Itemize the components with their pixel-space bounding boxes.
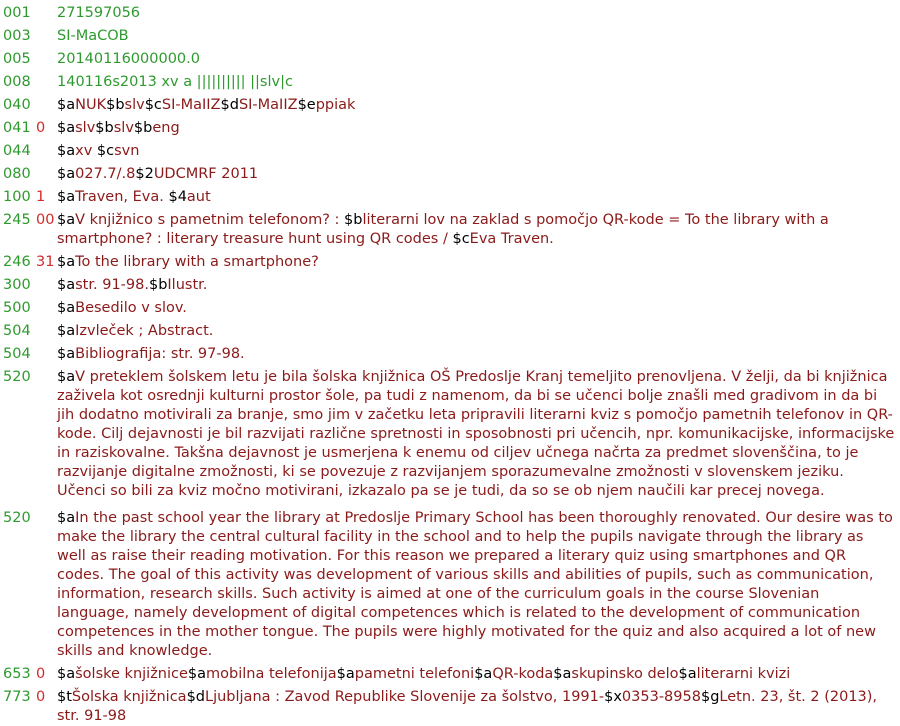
subfield-code: $x xyxy=(604,689,622,705)
subfield-code: $a xyxy=(57,666,76,682)
marc-field-100 xyxy=(0,188,900,207)
subfield-code: $b xyxy=(95,120,114,136)
field-content xyxy=(57,276,895,295)
subfield-value: slv xyxy=(75,120,96,136)
subfield-value: Šolska knjižnica xyxy=(71,689,187,705)
field-content xyxy=(57,688,895,726)
subfield-value: eng xyxy=(152,120,180,136)
marc-field-246 xyxy=(0,253,900,272)
subfield-value: Besedilo v slov. xyxy=(75,300,187,316)
subfield-code: $a xyxy=(57,97,76,113)
subfield-code: $a xyxy=(336,666,355,682)
field-tag: 003 xyxy=(3,28,31,44)
control-value: 20140116000000.0 xyxy=(57,51,200,67)
subfield-code: $a xyxy=(57,143,76,159)
marc-field-008 xyxy=(0,73,900,92)
marc-field-504 xyxy=(0,322,900,341)
subfield-value: UDCMRF 2011 xyxy=(153,166,259,182)
subfield-code: $4 xyxy=(168,189,187,205)
field-content xyxy=(57,73,895,92)
subfield-value: To the library with a smartphone? xyxy=(75,254,319,270)
marc-field-504 xyxy=(0,345,900,364)
subfield-code: $a xyxy=(57,120,76,136)
subfield-value: xv xyxy=(75,143,97,159)
subfield-value: V preteklem šolskem letu je bila šolska knjižnica OŠ Predoslje Kranj temeljito prenovljena. V želji, da bi knjižnica zaživela kot osrednji kulturni prostor šole, pa tudi z namenom, da bi se učenci bolje znašli med gradivom in da bi jih dodatno motivirali za branje, smo jim v začetku leta pripravili literarni kviz s pomočjo pametnih telefonov in QR-kode. Cilj dejavnosti je bil razvijati različne spretnosti in sposobnosti pri učencih, npr. komunikacijske, informacijske in raziskovalne. Takšna dejavnost je usmerjena k enemu od ciljev učnega načrta za predmet slovenščina, to je razvijanje digitalne zmožnosti, ki se povezuje z razvijanjem sporazumevalne zmožnosti v slovenskem jeziku. Učenci so bili za kviz močno motivirani, izkazalo pa se je tudi, da so se ob njem naučili kar precej novega. xyxy=(57,369,895,499)
subfield-code: $a xyxy=(474,666,493,682)
subfield-value: skupinsko delo xyxy=(571,666,679,682)
subfield-value: Traven, Eva. xyxy=(75,189,169,205)
field-tag: 040 xyxy=(3,97,31,113)
subfield-code: $a xyxy=(57,346,76,362)
subfield-value: SI-MaIIZ xyxy=(238,97,298,113)
marc-field-245 xyxy=(0,211,900,249)
field-content xyxy=(57,253,895,272)
subfield-code: $d xyxy=(186,689,205,705)
subfield-value: šolske knjižnice xyxy=(75,666,188,682)
field-content xyxy=(57,50,895,69)
subfield-code: $g xyxy=(700,689,720,705)
subfield-code: $c xyxy=(96,143,115,159)
subfield-value: Izvleček ; Abstract. xyxy=(75,323,214,339)
subfield-value: QR-koda xyxy=(492,666,554,682)
marc-field-773 xyxy=(0,688,900,726)
subfield-value: Ilustr. xyxy=(167,277,208,293)
subfield-code: $c xyxy=(452,231,470,247)
marc-field-520 xyxy=(0,368,900,501)
field-tag: 504 xyxy=(3,346,31,362)
subfield-code: $a xyxy=(678,666,697,682)
field-tag: 041 xyxy=(3,120,31,136)
subfield-code: $t xyxy=(57,689,72,705)
subfield-code: $a xyxy=(187,666,207,682)
field-content xyxy=(57,165,895,184)
field-tag: 300 xyxy=(3,277,31,293)
marc-field-500 xyxy=(0,299,900,318)
marc-field-520 xyxy=(0,509,900,661)
field-tag: 008 xyxy=(3,74,31,90)
field-tag: 044 xyxy=(3,143,31,159)
marc-field-653 xyxy=(0,665,900,684)
subfield-code: $b xyxy=(133,120,153,136)
subfield-value: Bibliografija: str. 97-98. xyxy=(75,346,245,362)
field-content xyxy=(57,142,895,161)
marc-field-003 xyxy=(0,27,900,46)
control-value: 271597056 xyxy=(57,5,141,21)
subfield-code: $a xyxy=(57,212,76,228)
field-content xyxy=(57,27,895,46)
subfield-code: $a xyxy=(57,189,76,205)
field-content xyxy=(57,4,895,23)
field-content xyxy=(57,119,895,138)
subfield-value: ppiak xyxy=(315,97,356,113)
field-indicator: 31 xyxy=(36,254,55,270)
subfield-code: $a xyxy=(57,369,76,385)
subfield-code: $a xyxy=(57,166,76,182)
subfield-value: Eva Traven. xyxy=(469,231,554,247)
field-content xyxy=(57,665,895,684)
subfield-value: In the past school year the library at Predoslje Primary School has been thoroughly renovated. Our desire was to make the library the central cultural facility in the school and to help the pupils navigate through the library as well as raise their reading motivation. For this reason we prepared a literary quiz using smartphones and QR codes. The goal of this activity was development of various skills and abilities of pupils, such as communication, information, research skills. Such activity is aimed at one of the curriculum goals in the course Slovenian language, namely development of digital competences which is related to the development of communication competences in the mother tongue. The pupils were highly motivated for the quiz and also acquired a lot of new skills and knowledge. xyxy=(57,510,893,659)
field-indicator: 0 xyxy=(36,689,46,705)
subfield-value: 0353-8958 xyxy=(621,689,701,705)
subfield-code: $a xyxy=(57,277,76,293)
field-indicator: 0 xyxy=(36,120,46,136)
subfield-value: literarni lov na zaklad s pomočjo QR-kode = To the library with a smartphone? : literary treasure hunt using QR codes / xyxy=(57,212,829,247)
field-indicator: 1 xyxy=(36,189,46,205)
field-content xyxy=(57,509,895,661)
subfield-value: slv xyxy=(113,120,134,136)
subfield-code: $b xyxy=(148,277,168,293)
marc-field-300 xyxy=(0,276,900,295)
subfield-code: $d xyxy=(220,97,239,113)
subfield-code: $a xyxy=(57,510,76,526)
subfield-value: NUK xyxy=(75,97,107,113)
subfield-code: $b xyxy=(106,97,125,113)
field-content xyxy=(57,96,895,115)
field-tag: 520 xyxy=(3,510,31,526)
marc-field-005 xyxy=(0,50,900,69)
field-content xyxy=(57,211,895,249)
field-indicator: 00 xyxy=(36,212,55,228)
subfield-value: V knjižnico s pametnim telefonom? : xyxy=(75,212,345,228)
field-content xyxy=(57,322,895,341)
subfield-value: literarni kvizi xyxy=(696,666,791,682)
subfield-value: pametni telefoni xyxy=(354,666,475,682)
field-tag: 504 xyxy=(3,323,31,339)
field-content xyxy=(57,345,895,364)
subfield-value: 027.7/.8 xyxy=(75,166,136,182)
field-tag: 245 xyxy=(3,212,31,228)
subfield-code: $e xyxy=(297,97,316,113)
field-tag: 100 xyxy=(3,189,31,205)
marc-field-044 xyxy=(0,142,900,161)
subfield-value: svn xyxy=(114,143,140,159)
field-content xyxy=(57,299,895,318)
marc-field-040 xyxy=(0,96,900,115)
subfield-code: $a xyxy=(553,666,572,682)
subfield-value: str. 91-98. xyxy=(75,277,149,293)
subfield-value: SI-MaIIZ xyxy=(161,97,221,113)
subfield-value: mobilna telefonija xyxy=(206,666,337,682)
field-tag: 520 xyxy=(3,369,31,385)
field-tag: 500 xyxy=(3,300,31,316)
field-tag: 246 xyxy=(3,254,31,270)
subfield-code: $a xyxy=(57,300,76,316)
subfield-code: $a xyxy=(57,254,76,270)
field-indicator: 0 xyxy=(36,666,46,682)
field-tag: 001 xyxy=(3,5,31,21)
field-tag: 080 xyxy=(3,166,31,182)
marc-field-080 xyxy=(0,165,900,184)
subfield-value: aut xyxy=(186,189,211,205)
subfield-code: $2 xyxy=(135,166,154,182)
field-tag: 653 xyxy=(3,666,31,682)
field-tag: 005 xyxy=(3,51,31,67)
field-content xyxy=(57,368,895,501)
subfield-value: Letn. 23, št. 2 (2013), str. 91-98 xyxy=(57,689,878,724)
subfield-value: Ljubljana : Zavod Republike Slovenije za šolstvo, 1991- xyxy=(205,689,605,705)
subfield-code: $a xyxy=(57,323,76,339)
subfield-code: $c xyxy=(144,97,162,113)
marc-field-041 xyxy=(0,119,900,138)
marc-field-001 xyxy=(0,4,900,23)
field-content xyxy=(57,188,895,207)
subfield-value: slv xyxy=(124,97,145,113)
field-tag: 773 xyxy=(3,689,31,705)
control-value: 140116s2013 xv a |||||||||| ||slv|c xyxy=(57,74,293,90)
subfield-code: $b xyxy=(344,212,363,228)
control-value: SI-MaCOB xyxy=(57,28,129,44)
